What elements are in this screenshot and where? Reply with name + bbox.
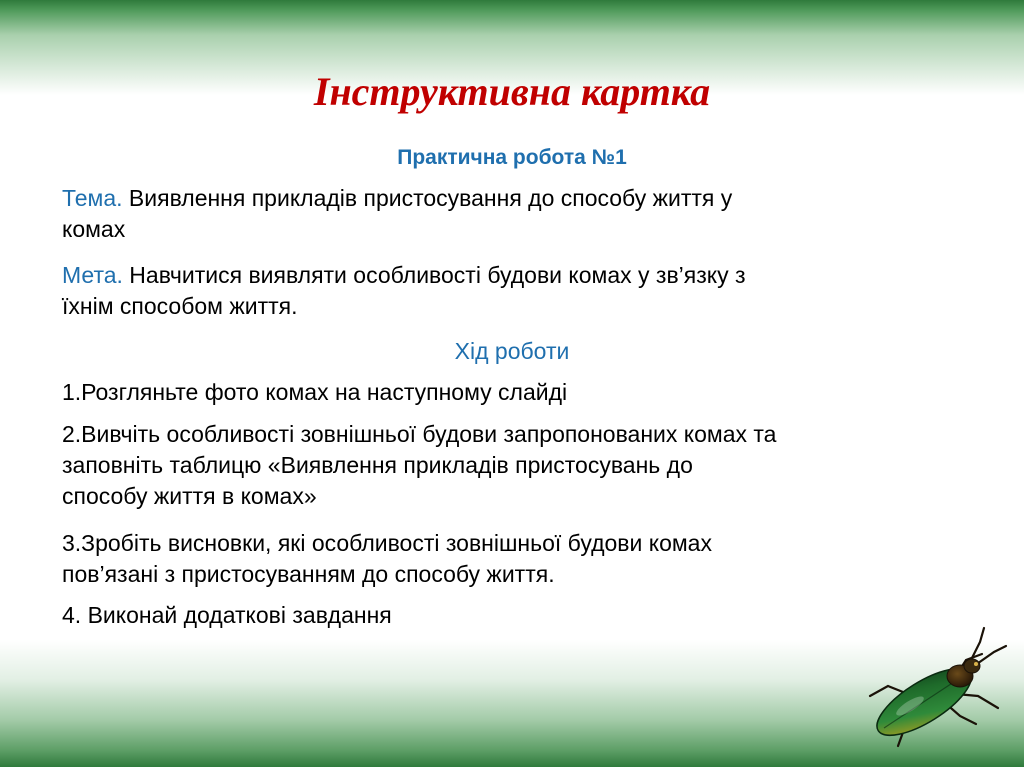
topic-label: Тема. — [62, 185, 123, 211]
procedure-heading: Хід роботи — [454, 338, 570, 364]
step-3-line-1: 3.Зробіть висновки, які особливості зовнішньої будови комах — [62, 530, 712, 556]
slide-subtitle: Практична робота №1 — [397, 146, 627, 169]
step-4: 4. Виконай додаткові завдання — [62, 602, 392, 628]
slide-title: Інструктивна картка — [313, 69, 711, 114]
step-2-line-3: способу життя в комах» — [62, 483, 317, 509]
step-3-line-2: пов’язані з пристосуванням до способу життя. — [62, 561, 555, 587]
beetle-icon — [848, 624, 1008, 759]
topic-line — [62, 183, 962, 214]
goal-text: Навчитися виявляти особливості будови комах у зв’язку з — [122, 262, 746, 288]
topic-line-cont: комах — [62, 216, 126, 242]
step-2-line-1: 2.Вивчіть особливості зовнішньої будови запропонованих комах та — [62, 421, 777, 447]
step-2-line-2: заповніть таблицю «Виявлення прикладів пристосувань до — [62, 452, 693, 478]
goal-line — [62, 260, 962, 291]
goal-line-cont: їхнім способом життя. — [62, 293, 298, 319]
goal-label: Мета. — [62, 262, 123, 288]
step-1: 1.Розгляньте фото комах на наступному слайді — [62, 379, 568, 405]
topic-text: Виявлення прикладів пристосування до способу життя у — [122, 185, 733, 211]
